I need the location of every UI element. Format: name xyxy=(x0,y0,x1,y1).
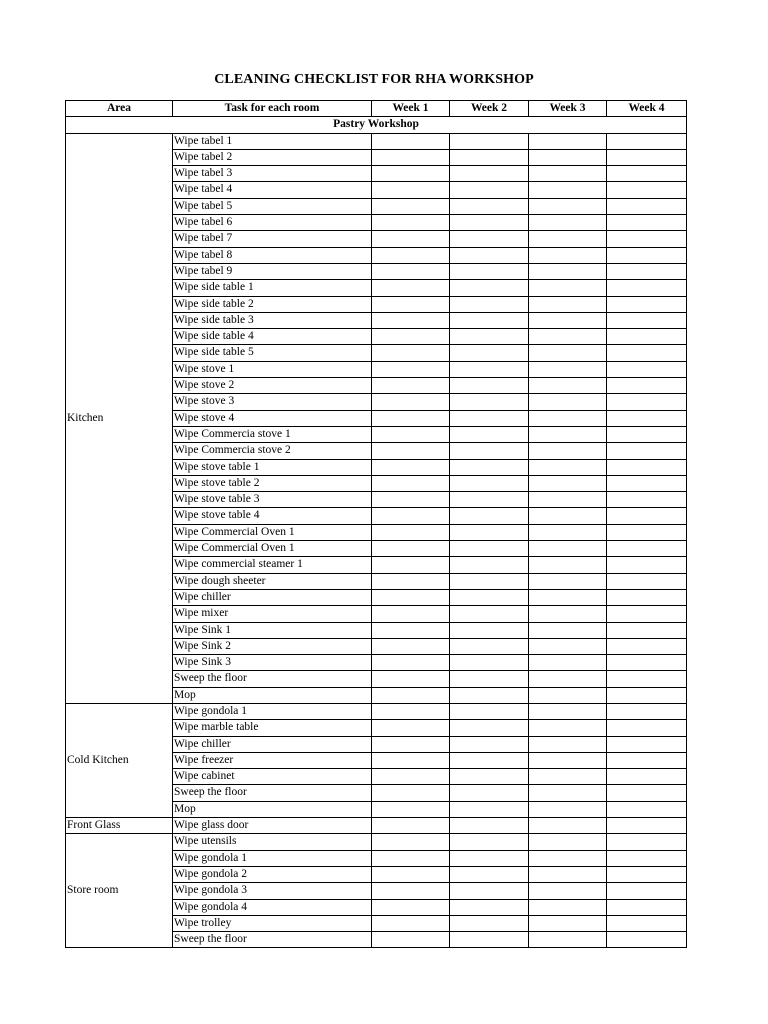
cleaning-checklist-table xyxy=(65,100,687,948)
week-2-checkbox-cell[interactable] xyxy=(450,329,529,345)
week-1-checkbox-cell[interactable] xyxy=(372,573,450,589)
week-4-checkbox-cell[interactable] xyxy=(607,769,687,785)
week-1-checkbox-cell[interactable] xyxy=(372,166,450,182)
week-1-checkbox-cell[interactable] xyxy=(372,703,450,719)
week-3-checkbox-cell[interactable] xyxy=(529,671,607,687)
week-2-checkbox-cell[interactable] xyxy=(450,541,529,557)
week-2-checkbox-cell[interactable] xyxy=(450,655,529,671)
week-1-checkbox-cell[interactable] xyxy=(372,475,450,491)
week-2-checkbox-cell[interactable] xyxy=(450,166,529,182)
week-4-checkbox-cell[interactable] xyxy=(607,312,687,328)
week-2-checkbox-cell[interactable] xyxy=(450,459,529,475)
week-4-checkbox-cell[interactable] xyxy=(607,166,687,182)
week-2-checkbox-cell[interactable] xyxy=(450,589,529,605)
page-title: CLEANING CHECKLIST FOR RHA WORKSHOP xyxy=(214,72,534,87)
week-4-checkbox-cell[interactable] xyxy=(607,524,687,540)
task-cell: Wipe tabel 8 xyxy=(173,247,372,263)
week-3-checkbox-cell[interactable] xyxy=(529,834,607,850)
week-4-checkbox-cell[interactable] xyxy=(607,606,687,622)
task-cell: Wipe tabel 9 xyxy=(173,263,372,279)
week-3-checkbox-cell[interactable] xyxy=(529,883,607,899)
task-cell: Wipe gondola 1 xyxy=(173,850,372,866)
week-3-checkbox-cell[interactable] xyxy=(529,638,607,654)
week-2-checkbox-cell[interactable] xyxy=(450,247,529,263)
task-cell: Wipe mixer xyxy=(173,606,372,622)
week-4-checkbox-cell[interactable] xyxy=(607,492,687,508)
week-2-checkbox-cell[interactable] xyxy=(450,475,529,491)
task-cell: Wipe tabel 3 xyxy=(173,166,372,182)
week-1-checkbox-cell[interactable] xyxy=(372,915,450,931)
week-2-checkbox-cell[interactable] xyxy=(450,818,529,834)
task-cell: Wipe Sink 3 xyxy=(173,655,372,671)
task-cell: Sweep the floor xyxy=(173,932,372,948)
week-1-checkbox-cell[interactable] xyxy=(372,818,450,834)
week-1-checkbox-cell[interactable] xyxy=(372,459,450,475)
week-4-checkbox-cell[interactable] xyxy=(607,703,687,719)
week-3-checkbox-cell[interactable] xyxy=(529,606,607,622)
week-3-checkbox-cell[interactable] xyxy=(529,557,607,573)
area-cell: Store room xyxy=(66,834,173,948)
task-cell: Sweep the floor xyxy=(173,671,372,687)
week-4-checkbox-cell[interactable] xyxy=(607,182,687,198)
week-3-checkbox-cell[interactable] xyxy=(529,280,607,296)
week-2-checkbox-cell[interactable] xyxy=(450,410,529,426)
week-1-checkbox-cell[interactable] xyxy=(372,622,450,638)
week-4-checkbox-cell[interactable] xyxy=(607,557,687,573)
week-1-checkbox-cell[interactable] xyxy=(372,133,450,149)
task-cell: Wipe tabel 1 xyxy=(173,133,372,149)
task-cell: Wipe stove table 2 xyxy=(173,475,372,491)
area-cell: Cold Kitchen xyxy=(66,703,173,817)
week-2-checkbox-cell[interactable] xyxy=(450,606,529,622)
week-2-checkbox-cell[interactable] xyxy=(450,378,529,394)
week-3-checkbox-cell[interactable] xyxy=(529,296,607,312)
week-1-checkbox-cell[interactable] xyxy=(372,247,450,263)
task-cell: Wipe side table 1 xyxy=(173,280,372,296)
week-2-checkbox-cell[interactable] xyxy=(450,736,529,752)
week-4-checkbox-cell[interactable] xyxy=(607,850,687,866)
task-cell: Wipe Sink 2 xyxy=(173,638,372,654)
week-1-checkbox-cell[interactable] xyxy=(372,443,450,459)
week-1-checkbox-cell[interactable] xyxy=(372,215,450,231)
week-1-checkbox-cell[interactable] xyxy=(372,426,450,442)
task-cell: Wipe chiller xyxy=(173,589,372,605)
week-1-checkbox-cell[interactable] xyxy=(372,850,450,866)
week-1-checkbox-cell[interactable] xyxy=(372,557,450,573)
week-1-checkbox-cell[interactable] xyxy=(372,198,450,214)
week-1-checkbox-cell[interactable] xyxy=(372,720,450,736)
week-3-checkbox-cell[interactable] xyxy=(529,541,607,557)
week-4-checkbox-cell[interactable] xyxy=(607,329,687,345)
week-4-checkbox-cell[interactable] xyxy=(607,198,687,214)
task-cell: Wipe Commercial Oven 1 xyxy=(173,524,372,540)
week-1-checkbox-cell[interactable] xyxy=(372,736,450,752)
week-4-checkbox-cell[interactable] xyxy=(607,736,687,752)
header-week-4: Week 4 xyxy=(607,101,687,117)
task-cell: Wipe stove 3 xyxy=(173,394,372,410)
week-2-checkbox-cell[interactable] xyxy=(450,899,529,915)
week-1-checkbox-cell[interactable] xyxy=(372,280,450,296)
header-week-2: Week 2 xyxy=(450,101,529,117)
week-2-checkbox-cell[interactable] xyxy=(450,850,529,866)
task-cell: Wipe Commercia stove 2 xyxy=(173,443,372,459)
week-1-checkbox-cell[interactable] xyxy=(372,345,450,361)
week-3-checkbox-cell[interactable] xyxy=(529,247,607,263)
section-row xyxy=(66,117,687,133)
week-3-checkbox-cell[interactable] xyxy=(529,850,607,866)
week-1-checkbox-cell[interactable] xyxy=(372,361,450,377)
week-4-checkbox-cell[interactable] xyxy=(607,720,687,736)
week-4-checkbox-cell[interactable] xyxy=(607,410,687,426)
task-cell: Wipe stove 2 xyxy=(173,378,372,394)
week-1-checkbox-cell[interactable] xyxy=(372,606,450,622)
week-3-checkbox-cell[interactable] xyxy=(529,149,607,165)
week-2-checkbox-cell[interactable] xyxy=(450,557,529,573)
task-cell: Wipe stove 1 xyxy=(173,361,372,377)
week-4-checkbox-cell[interactable] xyxy=(607,394,687,410)
week-4-checkbox-cell[interactable] xyxy=(607,752,687,768)
week-2-checkbox-cell[interactable] xyxy=(450,133,529,149)
week-1-checkbox-cell[interactable] xyxy=(372,508,450,524)
week-4-checkbox-cell[interactable] xyxy=(607,426,687,442)
task-cell: Sweep the floor xyxy=(173,785,372,801)
task-cell: Wipe stove 4 xyxy=(173,410,372,426)
task-cell: Wipe side table 4 xyxy=(173,329,372,345)
task-cell: Mop xyxy=(173,801,372,817)
week-2-checkbox-cell[interactable] xyxy=(450,215,529,231)
week-3-checkbox-cell[interactable] xyxy=(529,720,607,736)
week-3-checkbox-cell[interactable] xyxy=(529,475,607,491)
week-2-checkbox-cell[interactable] xyxy=(450,524,529,540)
week-1-checkbox-cell[interactable] xyxy=(372,752,450,768)
week-4-checkbox-cell[interactable] xyxy=(607,541,687,557)
week-2-checkbox-cell[interactable] xyxy=(450,312,529,328)
week-2-checkbox-cell[interactable] xyxy=(450,573,529,589)
week-3-checkbox-cell[interactable] xyxy=(529,866,607,882)
week-3-checkbox-cell[interactable] xyxy=(529,410,607,426)
week-4-checkbox-cell[interactable] xyxy=(607,573,687,589)
week-1-checkbox-cell[interactable] xyxy=(372,149,450,165)
area-cell: Front Glass xyxy=(66,818,173,834)
task-cell: Wipe tabel 6 xyxy=(173,215,372,231)
week-1-checkbox-cell[interactable] xyxy=(372,312,450,328)
task-cell: Wipe stove table 1 xyxy=(173,459,372,475)
week-2-checkbox-cell[interactable] xyxy=(450,622,529,638)
week-2-checkbox-cell[interactable] xyxy=(450,883,529,899)
task-cell: Wipe chiller xyxy=(173,736,372,752)
week-2-checkbox-cell[interactable] xyxy=(450,443,529,459)
week-2-checkbox-cell[interactable] xyxy=(450,280,529,296)
week-1-checkbox-cell[interactable] xyxy=(372,378,450,394)
week-2-checkbox-cell[interactable] xyxy=(450,720,529,736)
week-4-checkbox-cell[interactable] xyxy=(607,883,687,899)
week-4-checkbox-cell[interactable] xyxy=(607,801,687,817)
week-1-checkbox-cell[interactable] xyxy=(372,263,450,279)
week-1-checkbox-cell[interactable] xyxy=(372,638,450,654)
week-3-checkbox-cell[interactable] xyxy=(529,443,607,459)
task-cell: Wipe stove table 3 xyxy=(173,492,372,508)
week-3-checkbox-cell[interactable] xyxy=(529,818,607,834)
week-3-checkbox-cell[interactable] xyxy=(529,932,607,948)
week-3-checkbox-cell[interactable] xyxy=(529,655,607,671)
table-row xyxy=(66,703,687,719)
week-4-checkbox-cell[interactable] xyxy=(607,263,687,279)
week-2-checkbox-cell[interactable] xyxy=(450,932,529,948)
week-2-checkbox-cell[interactable] xyxy=(450,361,529,377)
week-3-checkbox-cell[interactable] xyxy=(529,687,607,703)
week-3-checkbox-cell[interactable] xyxy=(529,769,607,785)
week-4-checkbox-cell[interactable] xyxy=(607,866,687,882)
task-cell: Wipe Sink 1 xyxy=(173,622,372,638)
week-3-checkbox-cell[interactable] xyxy=(529,231,607,247)
week-4-checkbox-cell[interactable] xyxy=(607,296,687,312)
week-2-checkbox-cell[interactable] xyxy=(450,492,529,508)
week-2-checkbox-cell[interactable] xyxy=(450,687,529,703)
week-1-checkbox-cell[interactable] xyxy=(372,541,450,557)
week-2-checkbox-cell[interactable] xyxy=(450,182,529,198)
week-4-checkbox-cell[interactable] xyxy=(607,475,687,491)
task-cell: Wipe side table 5 xyxy=(173,345,372,361)
week-1-checkbox-cell[interactable] xyxy=(372,231,450,247)
task-cell: Wipe tabel 2 xyxy=(173,149,372,165)
week-3-checkbox-cell[interactable] xyxy=(529,426,607,442)
week-1-checkbox-cell[interactable] xyxy=(372,671,450,687)
week-3-checkbox-cell[interactable] xyxy=(529,345,607,361)
week-1-checkbox-cell[interactable] xyxy=(372,182,450,198)
header-area: Area xyxy=(66,101,173,117)
area-cell: Kitchen xyxy=(66,133,173,703)
section-title: Pastry Workshop xyxy=(66,117,687,133)
week-2-checkbox-cell[interactable] xyxy=(450,866,529,882)
week-2-checkbox-cell[interactable] xyxy=(450,703,529,719)
task-cell: Wipe side table 3 xyxy=(173,312,372,328)
week-4-checkbox-cell[interactable] xyxy=(607,247,687,263)
week-3-checkbox-cell[interactable] xyxy=(529,785,607,801)
week-4-checkbox-cell[interactable] xyxy=(607,622,687,638)
week-2-checkbox-cell[interactable] xyxy=(450,671,529,687)
week-4-checkbox-cell[interactable] xyxy=(607,655,687,671)
week-4-checkbox-cell[interactable] xyxy=(607,785,687,801)
week-2-checkbox-cell[interactable] xyxy=(450,231,529,247)
week-4-checkbox-cell[interactable] xyxy=(607,149,687,165)
week-3-checkbox-cell[interactable] xyxy=(529,459,607,475)
table-row xyxy=(66,834,687,850)
week-2-checkbox-cell[interactable] xyxy=(450,834,529,850)
week-4-checkbox-cell[interactable] xyxy=(607,638,687,654)
task-cell: Wipe freezer xyxy=(173,752,372,768)
week-4-checkbox-cell[interactable] xyxy=(607,834,687,850)
week-2-checkbox-cell[interactable] xyxy=(450,801,529,817)
week-1-checkbox-cell[interactable] xyxy=(372,492,450,508)
task-cell: Wipe trolley xyxy=(173,915,372,931)
task-cell: Wipe gondola 4 xyxy=(173,899,372,915)
week-1-checkbox-cell[interactable] xyxy=(372,687,450,703)
week-1-checkbox-cell[interactable] xyxy=(372,394,450,410)
task-cell: Wipe dough sheeter xyxy=(173,573,372,589)
task-cell: Wipe glass door xyxy=(173,818,372,834)
task-cell: Wipe marble table xyxy=(173,720,372,736)
week-4-checkbox-cell[interactable] xyxy=(607,280,687,296)
week-2-checkbox-cell[interactable] xyxy=(450,915,529,931)
week-1-checkbox-cell[interactable] xyxy=(372,932,450,948)
task-cell: Wipe tabel 7 xyxy=(173,231,372,247)
week-1-checkbox-cell[interactable] xyxy=(372,899,450,915)
header-task: Task for each room xyxy=(173,101,372,117)
week-4-checkbox-cell[interactable] xyxy=(607,345,687,361)
week-3-checkbox-cell[interactable] xyxy=(529,329,607,345)
week-3-checkbox-cell[interactable] xyxy=(529,622,607,638)
week-2-checkbox-cell[interactable] xyxy=(450,296,529,312)
week-4-checkbox-cell[interactable] xyxy=(607,508,687,524)
week-4-checkbox-cell[interactable] xyxy=(607,133,687,149)
week-3-checkbox-cell[interactable] xyxy=(529,182,607,198)
week-3-checkbox-cell[interactable] xyxy=(529,801,607,817)
week-3-checkbox-cell[interactable] xyxy=(529,752,607,768)
week-3-checkbox-cell[interactable] xyxy=(529,166,607,182)
week-1-checkbox-cell[interactable] xyxy=(372,524,450,540)
header-row xyxy=(66,101,687,117)
week-4-checkbox-cell[interactable] xyxy=(607,231,687,247)
task-cell: Wipe tabel 4 xyxy=(173,182,372,198)
week-1-checkbox-cell[interactable] xyxy=(372,329,450,345)
week-1-checkbox-cell[interactable] xyxy=(372,785,450,801)
task-cell: Wipe utensils xyxy=(173,834,372,850)
week-3-checkbox-cell[interactable] xyxy=(529,492,607,508)
week-2-checkbox-cell[interactable] xyxy=(450,426,529,442)
week-3-checkbox-cell[interactable] xyxy=(529,312,607,328)
week-4-checkbox-cell[interactable] xyxy=(607,932,687,948)
task-cell: Wipe gondola 1 xyxy=(173,703,372,719)
week-1-checkbox-cell[interactable] xyxy=(372,866,450,882)
task-cell: Wipe Commercia stove 1 xyxy=(173,426,372,442)
week-3-checkbox-cell[interactable] xyxy=(529,589,607,605)
week-4-checkbox-cell[interactable] xyxy=(607,215,687,231)
week-1-checkbox-cell[interactable] xyxy=(372,410,450,426)
week-2-checkbox-cell[interactable] xyxy=(450,345,529,361)
week-4-checkbox-cell[interactable] xyxy=(607,589,687,605)
week-4-checkbox-cell[interactable] xyxy=(607,459,687,475)
week-3-checkbox-cell[interactable] xyxy=(529,378,607,394)
week-3-checkbox-cell[interactable] xyxy=(529,198,607,214)
week-3-checkbox-cell[interactable] xyxy=(529,508,607,524)
header-week-1: Week 1 xyxy=(372,101,450,117)
week-2-checkbox-cell[interactable] xyxy=(450,638,529,654)
week-3-checkbox-cell[interactable] xyxy=(529,915,607,931)
checklist-body xyxy=(66,133,687,948)
task-cell: Wipe commercial steamer 1 xyxy=(173,557,372,573)
task-cell: Wipe gondola 2 xyxy=(173,866,372,882)
task-cell: Wipe stove table 4 xyxy=(173,508,372,524)
week-4-checkbox-cell[interactable] xyxy=(607,915,687,931)
week-3-checkbox-cell[interactable] xyxy=(529,573,607,589)
week-1-checkbox-cell[interactable] xyxy=(372,883,450,899)
week-2-checkbox-cell[interactable] xyxy=(450,508,529,524)
table-row xyxy=(66,818,687,834)
table-row xyxy=(66,133,687,149)
week-4-checkbox-cell[interactable] xyxy=(607,671,687,687)
header-week-3: Week 3 xyxy=(529,101,607,117)
week-3-checkbox-cell[interactable] xyxy=(529,263,607,279)
task-cell: Wipe tabel 5 xyxy=(173,198,372,214)
task-cell: Wipe cabinet xyxy=(173,769,372,785)
week-2-checkbox-cell[interactable] xyxy=(450,769,529,785)
week-1-checkbox-cell[interactable] xyxy=(372,589,450,605)
week-3-checkbox-cell[interactable] xyxy=(529,736,607,752)
week-3-checkbox-cell[interactable] xyxy=(529,394,607,410)
week-4-checkbox-cell[interactable] xyxy=(607,361,687,377)
week-2-checkbox-cell[interactable] xyxy=(450,785,529,801)
week-3-checkbox-cell[interactable] xyxy=(529,361,607,377)
week-2-checkbox-cell[interactable] xyxy=(450,198,529,214)
task-cell: Wipe gondola 3 xyxy=(173,883,372,899)
week-1-checkbox-cell[interactable] xyxy=(372,655,450,671)
week-3-checkbox-cell[interactable] xyxy=(529,703,607,719)
week-4-checkbox-cell[interactable] xyxy=(607,443,687,459)
task-cell: Wipe Commercial Oven 1 xyxy=(173,541,372,557)
week-2-checkbox-cell[interactable] xyxy=(450,149,529,165)
week-4-checkbox-cell[interactable] xyxy=(607,899,687,915)
week-4-checkbox-cell[interactable] xyxy=(607,818,687,834)
week-1-checkbox-cell[interactable] xyxy=(372,296,450,312)
week-3-checkbox-cell[interactable] xyxy=(529,899,607,915)
week-2-checkbox-cell[interactable] xyxy=(450,752,529,768)
task-cell: Mop xyxy=(173,687,372,703)
week-3-checkbox-cell[interactable] xyxy=(529,215,607,231)
week-1-checkbox-cell[interactable] xyxy=(372,834,450,850)
week-2-checkbox-cell[interactable] xyxy=(450,394,529,410)
week-1-checkbox-cell[interactable] xyxy=(372,769,450,785)
week-4-checkbox-cell[interactable] xyxy=(607,378,687,394)
week-1-checkbox-cell[interactable] xyxy=(372,801,450,817)
week-3-checkbox-cell[interactable] xyxy=(529,133,607,149)
week-4-checkbox-cell[interactable] xyxy=(607,687,687,703)
week-3-checkbox-cell[interactable] xyxy=(529,524,607,540)
week-2-checkbox-cell[interactable] xyxy=(450,263,529,279)
task-cell: Wipe side table 2 xyxy=(173,296,372,312)
